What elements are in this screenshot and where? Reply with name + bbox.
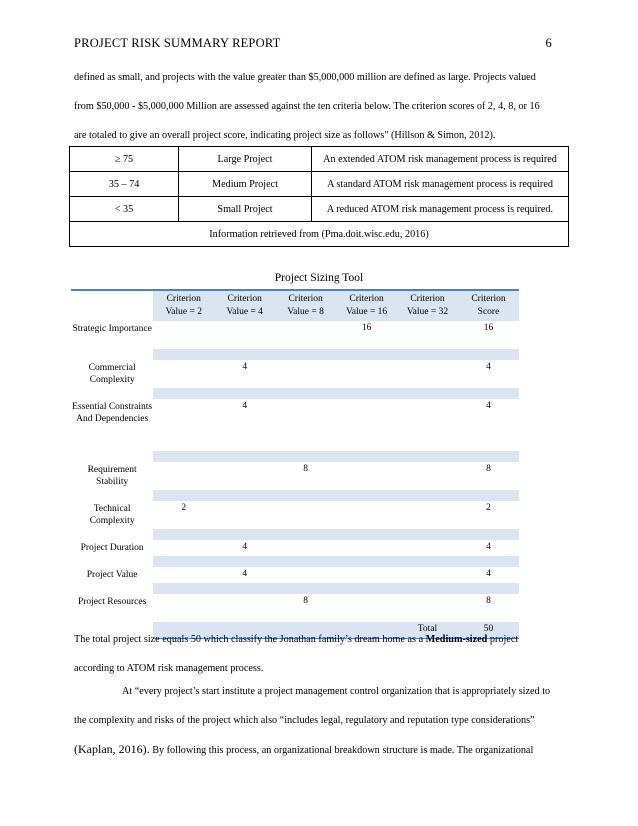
risk-row (70, 172, 569, 197)
tool-header-blank (71, 290, 153, 321)
spacer-cell (153, 451, 214, 462)
tool-header-cell: Criterion Value = 4 (214, 290, 275, 321)
spacer-cell (397, 490, 458, 501)
criterion-value (153, 462, 214, 490)
criterion-value (153, 360, 214, 388)
sizing-tool-title: Project Sizing Tool (274, 272, 364, 284)
tool-row (71, 399, 519, 451)
criterion-value (397, 399, 458, 451)
spacer-cell (397, 388, 458, 399)
tool-header-cell: Criterion Value = 16 (336, 290, 397, 321)
summary-text: The total project size equals 50 which classify the Jonathan family’s dream home as a (74, 634, 426, 645)
spacer-cell (153, 490, 214, 501)
criterion-value (336, 594, 397, 622)
criterion-score: 4 (458, 360, 519, 388)
criterion-value (214, 321, 275, 349)
risk-cell: Small Project (179, 197, 312, 222)
spacer-cell (71, 349, 153, 360)
spacer-cell (397, 556, 458, 567)
risk-cell: A standard ATOM risk management process is required (312, 172, 569, 197)
page-header (74, 36, 552, 51)
closing-line: the complexity and risks of the project which also “includes legal, regulatory and reputation type considerations” (74, 715, 535, 726)
criterion-label: Essential Constraints And Dependencies (71, 399, 153, 451)
tool-header-cell: Criterion Value = 8 (275, 290, 336, 321)
criterion-label: Project Resources (71, 594, 153, 622)
intro-line: defined as small, and projects with the value greater than $5,000,000 million are defined as large. Projects valued (74, 72, 536, 83)
closing-paragraph (74, 677, 570, 765)
spacer-cell (397, 583, 458, 594)
spacer-cell (275, 556, 336, 567)
criterion-value: 4 (214, 399, 275, 451)
tool-row (71, 501, 519, 529)
criterion-value (397, 594, 458, 622)
risk-cell: Large Project (179, 147, 312, 172)
criterion-score: 2 (458, 501, 519, 529)
criterion-score: 4 (458, 567, 519, 583)
spacer-cell (153, 388, 214, 399)
spacer-cell (275, 349, 336, 360)
criterion-value: 4 (214, 567, 275, 583)
closing-text: At “every project’s start institute a project management control organization that is appropriately sized to (122, 686, 551, 697)
spacer-cell (214, 583, 275, 594)
spacer-cell (71, 490, 153, 501)
spacer-cell (458, 556, 519, 567)
spacer-cell (153, 529, 214, 540)
criterion-value (153, 567, 214, 583)
criterion-value (275, 321, 336, 349)
criterion-value (336, 540, 397, 556)
risk-table-source: Information retrieved from (Pma.doit.wisc.edu, 2016) (70, 222, 569, 247)
criterion-value (214, 462, 275, 490)
criterion-value (336, 360, 397, 388)
spacer-cell (458, 583, 519, 594)
tool-row (71, 321, 519, 349)
summary-emphasis: Medium-sized (425, 634, 488, 645)
tool-row-spacer (71, 490, 519, 501)
criterion-value (275, 501, 336, 529)
tool-header-cell: Criterion Value = 2 (153, 290, 214, 321)
tool-row (71, 360, 519, 388)
spacer-cell (214, 451, 275, 462)
project-size-table (69, 146, 569, 247)
criterion-score: 8 (458, 594, 519, 622)
criterion-value (397, 540, 458, 556)
criterion-value (275, 360, 336, 388)
tool-header-row (71, 290, 519, 321)
criterion-value (153, 321, 214, 349)
summary-line (74, 625, 570, 654)
criterion-label: Technical Complexity (71, 501, 153, 529)
summary-paragraph (74, 625, 570, 683)
spacer-cell (153, 583, 214, 594)
intro-paragraph (74, 63, 570, 150)
spacer-cell (336, 490, 397, 501)
risk-cell: An extended ATOM risk management process is required (312, 147, 569, 172)
spacer-cell (458, 451, 519, 462)
criterion-value (397, 321, 458, 349)
spacer-cell (458, 388, 519, 399)
criterion-value (153, 540, 214, 556)
risk-footer-row (70, 222, 569, 247)
tool-row-spacer (71, 556, 519, 567)
criterion-value (214, 594, 275, 622)
tool-row-spacer (71, 349, 519, 360)
criterion-value (275, 567, 336, 583)
spacer-cell (214, 388, 275, 399)
criterion-label: Project Duration (71, 540, 153, 556)
spacer-cell (71, 388, 153, 399)
spacer-cell (336, 451, 397, 462)
tool-row (71, 567, 519, 583)
tool-row (71, 540, 519, 556)
criterion-score: 8 (458, 462, 519, 490)
tool-row-spacer (71, 529, 519, 540)
risk-cell: 35 – 74 (70, 172, 179, 197)
criterion-value: 4 (214, 540, 275, 556)
spacer-cell (71, 556, 153, 567)
spacer-cell (336, 583, 397, 594)
spacer-cell (458, 349, 519, 360)
risk-cell: Medium Project (179, 172, 312, 197)
criterion-value (397, 360, 458, 388)
total-label: Total (397, 622, 458, 638)
spacer-cell (214, 349, 275, 360)
spacer-cell (275, 388, 336, 399)
criterion-value: 8 (275, 462, 336, 490)
criterion-value (397, 501, 458, 529)
spacer-cell (275, 529, 336, 540)
spacer-cell (336, 349, 397, 360)
criterion-label: Project Value (71, 567, 153, 583)
spacer-cell (153, 349, 214, 360)
risk-cell: < 35 (70, 197, 179, 222)
criterion-value (214, 501, 275, 529)
page-number: 6 (545, 36, 552, 50)
closing-text: By following this process, an organizational breakdown structure is made. The organizational (149, 745, 534, 756)
closing-line (74, 735, 570, 765)
tool-row-spacer (71, 451, 519, 462)
spacer-cell (397, 529, 458, 540)
spacer-cell (458, 490, 519, 501)
summary-line: according to ATOM risk management process. (74, 663, 264, 674)
tool-row (71, 462, 519, 490)
intro-line: from $50,000 - $5,000,000 Million are assessed against the ten criteria below. The criterion scores of 2, 4, 8, or 16 (74, 101, 540, 112)
risk-row (70, 197, 569, 222)
risk-cell: A reduced ATOM risk management process is required. (312, 197, 569, 222)
spacer-cell (71, 451, 153, 462)
citation: (Kaplan, 2016). (74, 742, 150, 756)
criterion-value (336, 462, 397, 490)
spacer-cell (275, 490, 336, 501)
tool-header-cell: Criterion Value = 32 (397, 290, 458, 321)
criterion-label: Strategic Importance (71, 321, 153, 349)
spacer-cell (458, 529, 519, 540)
criterion-value (275, 399, 336, 451)
project-sizing-tool-table (71, 289, 519, 639)
spacer-cell (214, 490, 275, 501)
summary-text: project (487, 634, 519, 645)
spacer-cell (336, 556, 397, 567)
spacer-cell (275, 451, 336, 462)
spacer-cell (71, 529, 153, 540)
risk-cell: ≥ 75 (70, 147, 179, 172)
spacer-cell (214, 556, 275, 567)
criterion-value (397, 567, 458, 583)
criterion-value (336, 567, 397, 583)
criterion-value (336, 399, 397, 451)
spacer-cell (397, 349, 458, 360)
criterion-value: 16 (336, 321, 397, 349)
total-value: 50 (458, 622, 519, 638)
criterion-label: Commercial Complexity (71, 360, 153, 388)
closing-line (74, 677, 570, 706)
tool-row-spacer (71, 388, 519, 399)
criterion-value (336, 501, 397, 529)
criterion-value: 4 (214, 360, 275, 388)
spacer-cell (214, 529, 275, 540)
criterion-value (397, 462, 458, 490)
criterion-label: Requirement Stability (71, 462, 153, 490)
criterion-value: 8 (275, 594, 336, 622)
criterion-score: 16 (458, 321, 519, 349)
header-title: PROJECT RISK SUMMARY REPORT (74, 36, 281, 50)
criterion-value (275, 540, 336, 556)
criterion-score: 4 (458, 399, 519, 451)
risk-row (70, 147, 569, 172)
criterion-value (153, 399, 214, 451)
spacer-cell (71, 583, 153, 594)
spacer-cell (275, 583, 336, 594)
tool-header-cell: Criterion Score (458, 290, 519, 321)
spacer-cell (397, 451, 458, 462)
spacer-cell (336, 529, 397, 540)
tool-row (71, 594, 519, 622)
criterion-value: 2 (153, 501, 214, 529)
spacer-cell (153, 556, 214, 567)
intro-line: are totaled to give an overall project score, indicating project size as follows" (Hillson & Simon, 2012). (74, 130, 496, 141)
criterion-score: 4 (458, 540, 519, 556)
criterion-value (153, 594, 214, 622)
tool-row-spacer (71, 583, 519, 594)
spacer-cell (336, 388, 397, 399)
